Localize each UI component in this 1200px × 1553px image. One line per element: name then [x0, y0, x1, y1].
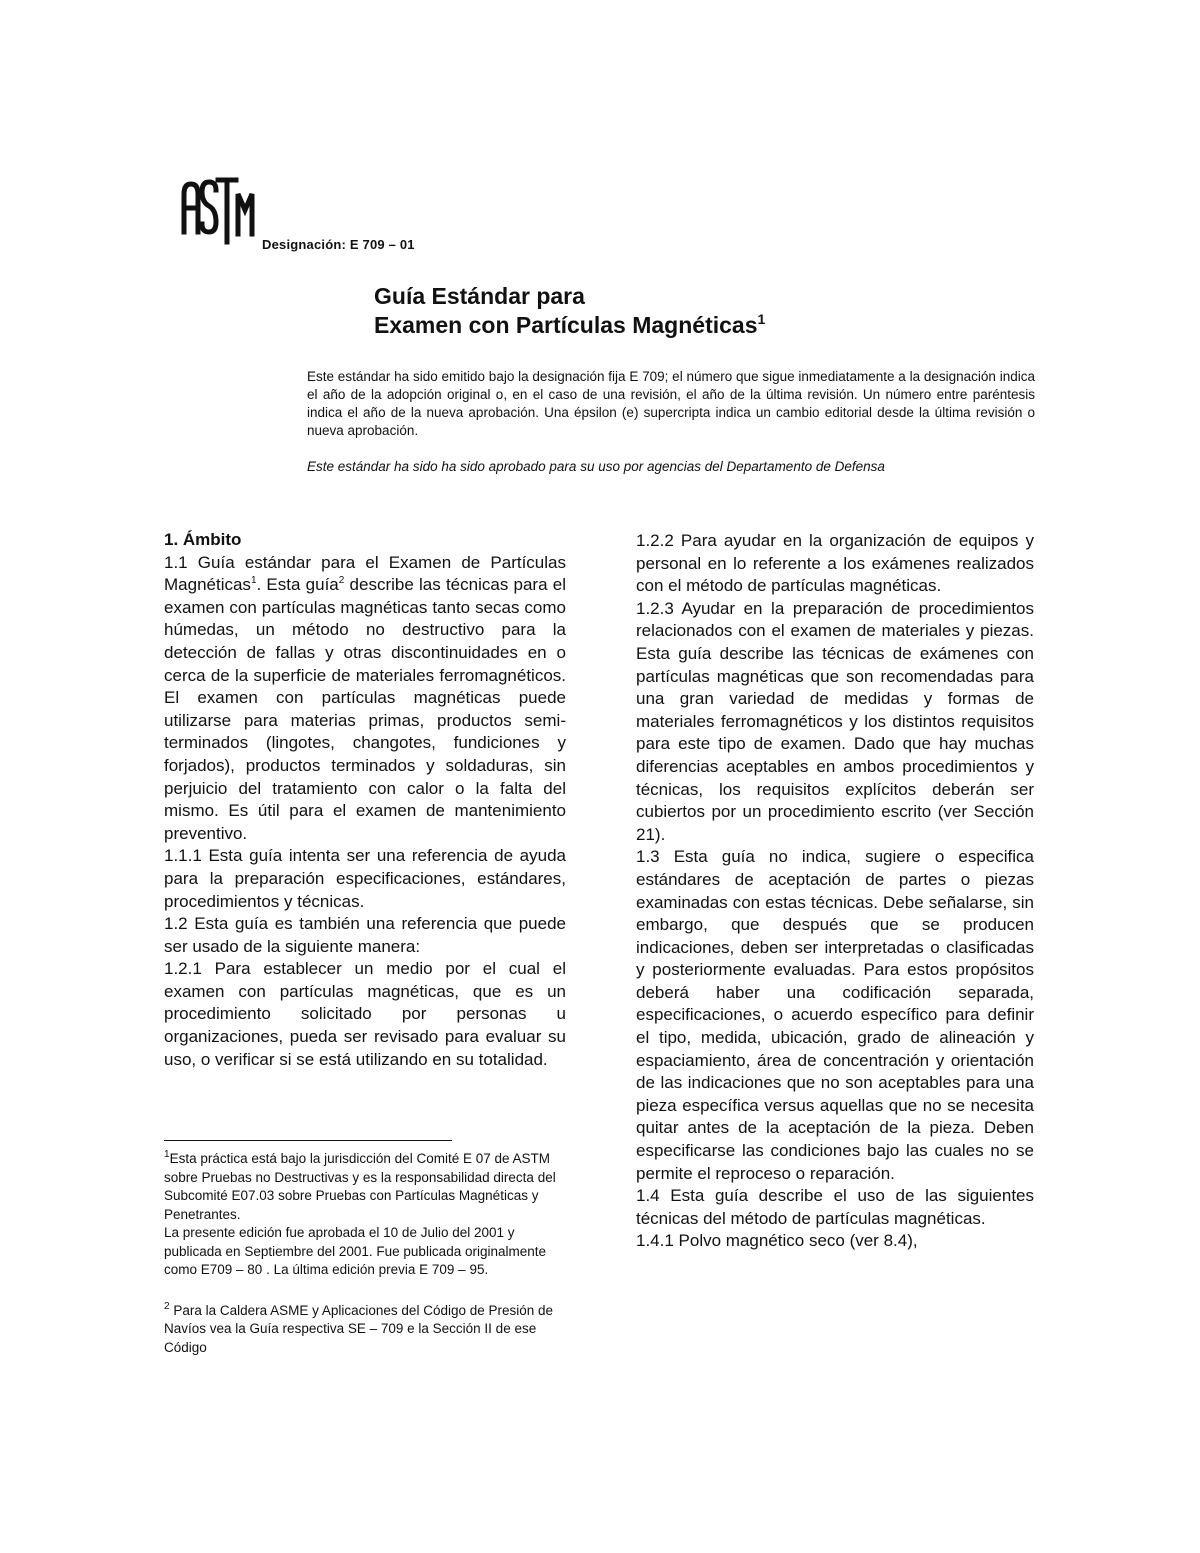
paragraph-1-2-2: 1.2.2 Para ayudar en la organización de equipos y personal en lo referente a los exámenes realizados con el método de partículas magnéticas.	[636, 531, 1034, 596]
left-column	[164, 529, 566, 1071]
footnote-1	[164, 1150, 566, 1224]
paragraph-1-1	[164, 552, 566, 846]
approval-note: Este estándar ha sido ha sido aprobado para su uso por agencias del Departamento de Defensa	[307, 459, 885, 474]
footnote-ref-2: 2	[338, 575, 345, 587]
designation: Designación: E 709 – 01	[262, 237, 415, 252]
paragraph-1-1-1: 1.1.1 Esta guía intenta ser una referencia de ayuda para la preparación especificaciones, estándares, procedimientos y técnicas.	[164, 846, 566, 911]
paragraph-1-2: 1.2 Esta guía es también una referencia que puede ser usado de la siguiente manera:	[164, 914, 566, 956]
title-line-2-text: Examen con Partículas Magnéticas	[374, 312, 758, 338]
paragraph-1-2-3: 1.2.3 Ayudar en la preparación de procedimientos relacionados con el examen de materiales y piezas. Esta guía describe las técnicas de exámenes con partículas magnéticas que son recomendadas para una gran variedad de medidas y formas de materiales ferromagnéticos y los distintos requisitos para este tipo de examen. Dado que hay muchas diferencias aceptables en ambos procedimientos y técnicas, los requisitos explícitos deberán ser cubiertos por un procedimiento escrito (ver Sección 21).	[636, 598, 1034, 844]
section-heading: 1. Ámbito	[164, 530, 242, 549]
paragraph-1-1-part-b: . Esta guía	[256, 575, 339, 595]
astm-logo	[178, 168, 260, 248]
footnote-1-mark: 1	[164, 1149, 170, 1160]
paragraph-1-1-part-a: 1.1 Guía estándar para el Examen de Partículas Magnéticas	[164, 552, 566, 595]
footnote-divider	[164, 1140, 452, 1141]
footnote-1-text: Esta práctica está bajo la jurisdicción del Comité E 07 de ASTM sobre Pruebas no Destructivas y es la responsabilidad directa del Subcomité E07.03 sobre Pruebas con Partículas Magnéticas y Penetrantes.	[164, 1151, 556, 1222]
footnote-2	[164, 1302, 566, 1358]
footnote-2-text: Para la Caldera ASME y Aplicaciones del Código de Presión de Navíos vea la Guía respectiva SE – 709 e la Sección II de ese Código	[164, 1302, 554, 1355]
page-title	[374, 282, 765, 340]
footnote-2-mark: 2	[164, 1300, 170, 1312]
paragraph-1-2-1: 1.2.1 Para establecer un medio por el cual el examen con partículas magnéticas, que es un procedimiento solicitado por personas u organizaciones, pueda ser revisado para evaluar su uso, o verificar si se está utilizando en su totalidad.	[164, 959, 566, 1069]
footnote-ref-1: 1	[250, 575, 257, 587]
footnotes	[164, 1150, 566, 1357]
paragraph-1-4: 1.4 Esta guía describe el uso de las siguientes técnicas del método de partículas magnéticas.	[636, 1186, 1034, 1228]
paragraph-1-4-1: 1.4.1 Polvo magnético seco (ver 8.4),	[636, 1231, 918, 1251]
paragraph-1-1-part-c: describe las técnicas para el examen con partículas magnéticas tanto secas como húmedas, un método no destructivo para la detección de fallas y otras discontinuidades en o cerca de la superficie de materiales ferromagnéticos. El examen con partículas magnéticas puede utilizarse para materias primas, productos semi-terminados (lingotes, changotes, fundiciones y forjados), productos terminados y soldaduras, sin perjuicio del tratamiento con calor o la falta del mismo. Es útil para el examen de mantenimiento preventivo.	[164, 575, 566, 843]
title-line-1: Guía Estándar para	[374, 283, 585, 309]
title-footnote-ref: 1	[757, 311, 766, 327]
paragraph-1-3: 1.3 Esta guía no indica, sugiere o especifica estándares de aceptación de partes o piezas examinadas con estas técnicas. Debe señalarse, sin embargo, que después que se producen indicaciones, deben ser interpretadas o clasificadas y posteriormente evaluadas. Para estos propósitos deberá haber una codificación separada, especificaciones, o acuerdo específico para definir el tipo, medida, ubicación, grado de alineación y espaciamiento, área de concentración y orientación de las indicaciones que no son aceptables para una pieza específica versus aquellas que no se necesita quitar antes de la aceptación de la pieza. Deben especificarse las condiciones bajo las cuales no se permite el reproceso o reparación.	[636, 847, 1034, 1183]
title-line-2	[374, 311, 765, 340]
intro-paragraph: Este estándar ha sido emitido bajo la designación fija E 709; el número que sigue inmediatamente a la designación indica el año de la adopción original o, en el caso de una revisión, el año de la última revisión. Un número entre paréntesis indica el año de la nueva aprobación. Una épsilon (e) supercripta indica un cambio editorial desde la última revisión o nueva aprobación.	[307, 369, 1035, 438]
right-column	[636, 530, 1034, 1253]
footnote-1-continued: La presente edición fue aprobada el 10 de Julio del 2001 y publicada en Septiembre del 2001. Fue publicada originalmente como E709 – 80 . La última edición previa E 709 – 95.	[164, 1225, 547, 1277]
